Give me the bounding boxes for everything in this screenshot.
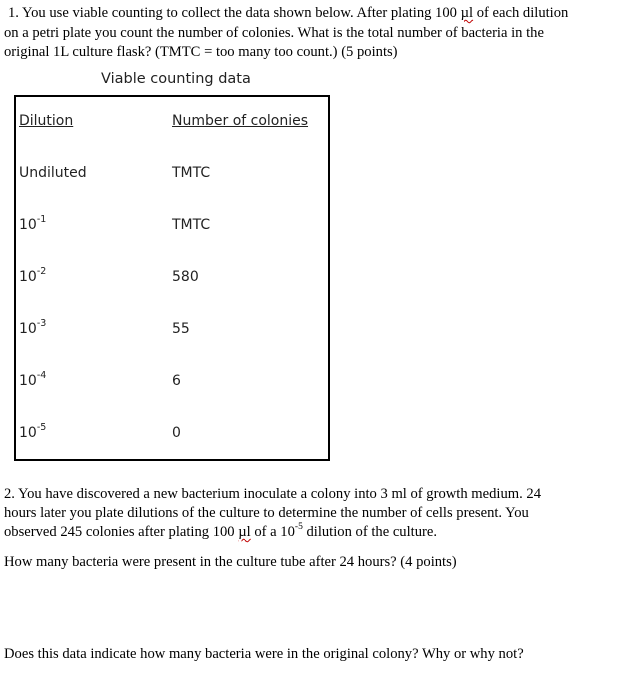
table-caption: Viable counting data [101, 71, 251, 87]
dilution-base: 10 [19, 425, 37, 441]
dilution-exponent: -3 [36, 318, 47, 330]
question-2-line-2: hours later you plate dilutions of the culture to determine the number of cells present. You [4, 505, 529, 521]
spellcheck-flagged-unit: µl [460, 5, 474, 21]
dilution-exponent: -4 [36, 370, 47, 382]
row-dilution [19, 318, 47, 337]
question-1-text-end: of each dilution [473, 5, 569, 21]
row-dilution [19, 370, 47, 389]
question-2-text-end: dilution of the culture. [302, 524, 437, 540]
question-1-text-start: 1. You use viable counting to collect the data shown below. After plating 100 [8, 5, 461, 21]
viable-counting-table [14, 95, 330, 461]
row-dilution [19, 214, 47, 233]
row-colony-count: 0 [172, 425, 181, 441]
dilution-exponent: -5 [36, 422, 47, 434]
row-colony-count: TMTC [172, 165, 211, 181]
dilution-base: 10 [19, 269, 37, 285]
question-1-line-1 [4, 4, 630, 24]
dilution-exponent: -2 [36, 266, 47, 278]
dilution-base: 10 [19, 321, 37, 337]
row-dilution [19, 165, 87, 181]
row-dilution [19, 422, 47, 441]
row-colony-count: 580 [172, 269, 199, 285]
row-colony-count: 6 [172, 373, 181, 389]
question-2a-prompt: How many bacteria were present in the culture tube after 24 hours? (4 points) [4, 554, 457, 570]
question-2-text-mid: of a 10 [250, 524, 295, 540]
dilution-exponent: -1 [36, 214, 47, 226]
dilution-base: 10 [19, 217, 37, 233]
row-colony-count: 55 [172, 321, 190, 337]
dilution-base: Undiluted [19, 165, 87, 181]
question-2b-prompt: Does this data indicate how many bacteria were in the original colony? Why or why not? [4, 646, 524, 662]
question-1-text [4, 4, 630, 63]
row-colony-count: TMTC [172, 217, 211, 233]
header-number-of-colonies: Number of colonies [172, 113, 309, 129]
question-1-line-3: original 1L culture flask? (TMTC = too many too count.) (5 points) [4, 44, 398, 60]
dilution-exponent: -5 [294, 522, 303, 533]
header-dilution: Dilution [19, 113, 74, 129]
row-dilution [19, 266, 47, 285]
question-2-line-3 [4, 523, 628, 542]
question-1-line-2: on a petri plate you count the number of colonies. What is the total number of bacteria in the [4, 24, 544, 41]
question-2-text [4, 485, 628, 542]
question-2-line-1: 2. You have discovered a new bacterium inoculate a colony into 3 ml of growth medium. 24 [4, 486, 542, 502]
spellcheck-flagged-unit: µl [238, 524, 251, 540]
question-2-text-start: observed 245 colonies after plating 100 [4, 524, 239, 540]
dilution-base: 10 [19, 373, 37, 389]
